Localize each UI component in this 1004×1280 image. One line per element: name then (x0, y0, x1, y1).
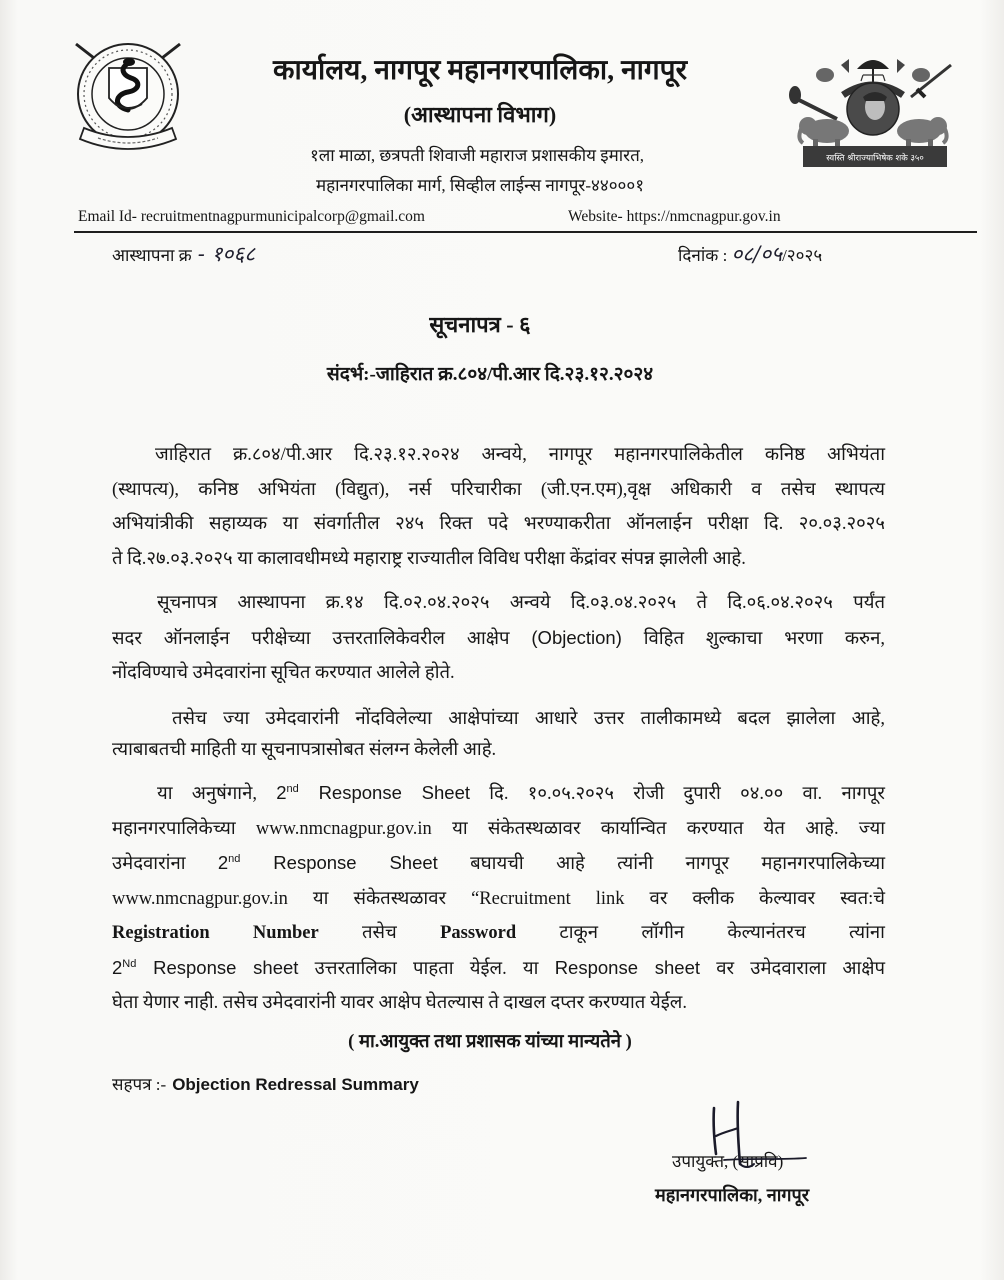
ordinal-number: 2 (112, 956, 123, 978)
website-url: www.nmcnagpur.gov.in (255, 818, 432, 839)
establishment-label: आस्थापना क्र (112, 246, 192, 265)
english-term: Response sheet (136, 956, 299, 978)
address-line-1: १ला माळा, छत्रपती शिवाजी महाराज प्रशासकीय इमारत, (309, 146, 645, 165)
ordinal-number: 2 (217, 852, 229, 873)
text-run: उत्तरतालिका पाहता येईल. या (298, 958, 555, 979)
english-term: (Objection) (531, 626, 622, 648)
text-run: तसेच (318, 923, 441, 943)
emblem-banner-text: स्वस्ति श्रीराज्याभिषेक शके ३५० (826, 153, 924, 164)
ordinal-suffix: nd (286, 783, 299, 795)
paragraph-4-line (112, 846, 885, 882)
paragraph-1-line: ते दि.२७.०३.२०२५ या कालावधीमध्ये महाराष्ट्र राज्यातील विविध परीक्षा केंद्रांवर संपन्न झालेली आहे. (112, 548, 746, 569)
notice-subject: संदर्भ:-जाहिरात क्र.८०४/पी.आर दि.२३.१२.२०२४ (326, 364, 654, 385)
paragraph-4 (112, 776, 885, 1021)
paragraph-4-line (112, 812, 885, 847)
enclosure (112, 1072, 419, 1098)
document-date (678, 240, 822, 270)
ordinal-number: 2 (276, 782, 287, 803)
enclosure-title: Objection Redressal Summary (172, 1075, 419, 1094)
paragraph-4-line: घेता येणार नाही. तसेच उमेदवारांनी यावर आक्षेप घेतल्यास ते दाखल दप्तर करण्यात येईल. (112, 993, 687, 1013)
date-label: दिनांक : (678, 246, 728, 265)
text-run: या संकेतस्थळावर (287, 888, 472, 909)
text-run: महानगरपालिकेच्या (112, 818, 256, 839)
paragraph-2-line (112, 621, 885, 657)
paragraph-4-line (112, 882, 885, 917)
paragraph-1-line: (स्थापत्य), कनिष्ठ अभियंता (विद्युत), नर्स परिचारीका (जी.एन.एम),वृक्ष अधिकारी व तसेच स्थापत्य (112, 479, 885, 500)
contact-email: Email Id- recruitmentnagpurmunicipalcorp@gmail.com (78, 208, 425, 225)
enclosure-label: सहपत्र :- (112, 1075, 167, 1094)
office-title: कार्यालय, नागपूर महानगरपालिका, नागपूर (272, 55, 688, 86)
bold-term: Password (440, 923, 517, 943)
paragraph-3 (112, 704, 885, 766)
establishment-number-handwritten: - १०६८ (197, 242, 256, 266)
text-run: या संकेतस्थळावर कार्यान्वित करण्यात येत आहे. ज्या (431, 818, 885, 839)
text-run: टाकून लॉगीन केल्यानंतरच त्यांना (516, 923, 885, 943)
address-line-2: महानगरपालिका मार्ग, सिव्हील लाईन्स नागपूर-४४०००१ (315, 176, 645, 195)
text-run: वर उमेदवाराला आक्षेप (700, 958, 886, 979)
date-year: /२०२५ (782, 246, 823, 265)
signatory-designation: उपायुक्त, (साप्रवि) (672, 1152, 784, 1171)
english-term: “Recruitment link (471, 888, 625, 909)
english-term: Response Sheet (298, 782, 470, 803)
bold-term: Registration Number (112, 923, 319, 943)
paragraph-1-line: जाहिरात क्र.८०४/पी.आर दि.२३.१२.२०२४ अन्वये, नागपूर महानगरपालिकेतील कनिष्ठ अभियंता (155, 445, 885, 465)
paragraph-1-line: अभियांत्रीकी सहाय्यक या संवर्गातील २४५ रिक्त पदे भरण्याकरीता ऑनलाईन परीक्षा दि. २०.०३.२०२५ (112, 514, 885, 534)
establishment-reference (112, 240, 255, 270)
english-term: Response sheet (554, 956, 700, 978)
english-term: Response Sheet (240, 852, 438, 873)
nagpur-municipal-corporation-emblem-icon (68, 38, 188, 153)
paragraph-4-line (112, 776, 885, 812)
contact-website: Website- https://nmcnagpur.gov.in (568, 208, 781, 225)
paragraph-3-line: त्याबाबतची माहिती या सूचनापत्रासोबत संलग्न केलेली आहे. (112, 740, 497, 760)
notice-title: सूचनापत्र - ६ (429, 312, 531, 337)
paragraph-1 (112, 438, 885, 576)
text-run: विहित शुल्काचा भरणा करुन, (621, 628, 885, 649)
date-day-month-handwritten: ०८/०५ (731, 242, 783, 266)
rajyabhishek-350-emblem-icon (783, 45, 963, 170)
paragraph-4-line (112, 916, 885, 951)
ordinal-suffix: nd (228, 853, 241, 865)
department-name: (आस्थापना विभाग) (403, 102, 557, 127)
text-run: वर क्लीक केल्यावर स्वत:चे (624, 888, 885, 909)
text-run: सदर ऑनलाईन परीक्षेच्या उत्तरतालिकेवरील आक्षेप (112, 628, 532, 649)
ordinal-suffix: Nd (122, 957, 137, 970)
text-run: दि. १०.०५.२०२५ रोजी दुपारी ०४.०० वा. नागपूर (470, 784, 885, 804)
text-run: उमेदवारांना (112, 854, 218, 874)
text-run: या अनुषंगाने, (157, 784, 277, 804)
header-divider (74, 231, 977, 233)
paragraph-3-line: तसेच ज्या उमेदवारांनी नोंदविलेल्या आक्षेपांच्या आधारे उत्तर तालीकामध्ये बदल झालेला आहे, (172, 709, 885, 729)
handwritten-signature (680, 1098, 820, 1178)
approval-note: ( मा.आयुक्त तथा प्रशासक यांच्या मान्यतेने ) (348, 1032, 632, 1052)
paragraph-4-line (112, 951, 885, 987)
signatory-office: महानगरपालिका, नागपूर (655, 1185, 810, 1205)
text-run: बघायची आहे त्यांनी नागपूर महानगरपालिकेच्या (437, 854, 885, 874)
paragraph-2 (112, 586, 885, 691)
paragraph-2-line: सूचनापत्र आस्थापना क्र.१४ दि.०२.०४.२०२५ अन्वये दि.०३.०४.२०२५ ते दि.०६.०४.२०२५ पर्यंत (157, 593, 885, 613)
website-url: www.nmcnagpur.gov.in (112, 888, 288, 909)
paragraph-2-line: नोंदविण्याचे उमेदवारांना सूचित करण्यात आलेले होते. (112, 663, 455, 683)
